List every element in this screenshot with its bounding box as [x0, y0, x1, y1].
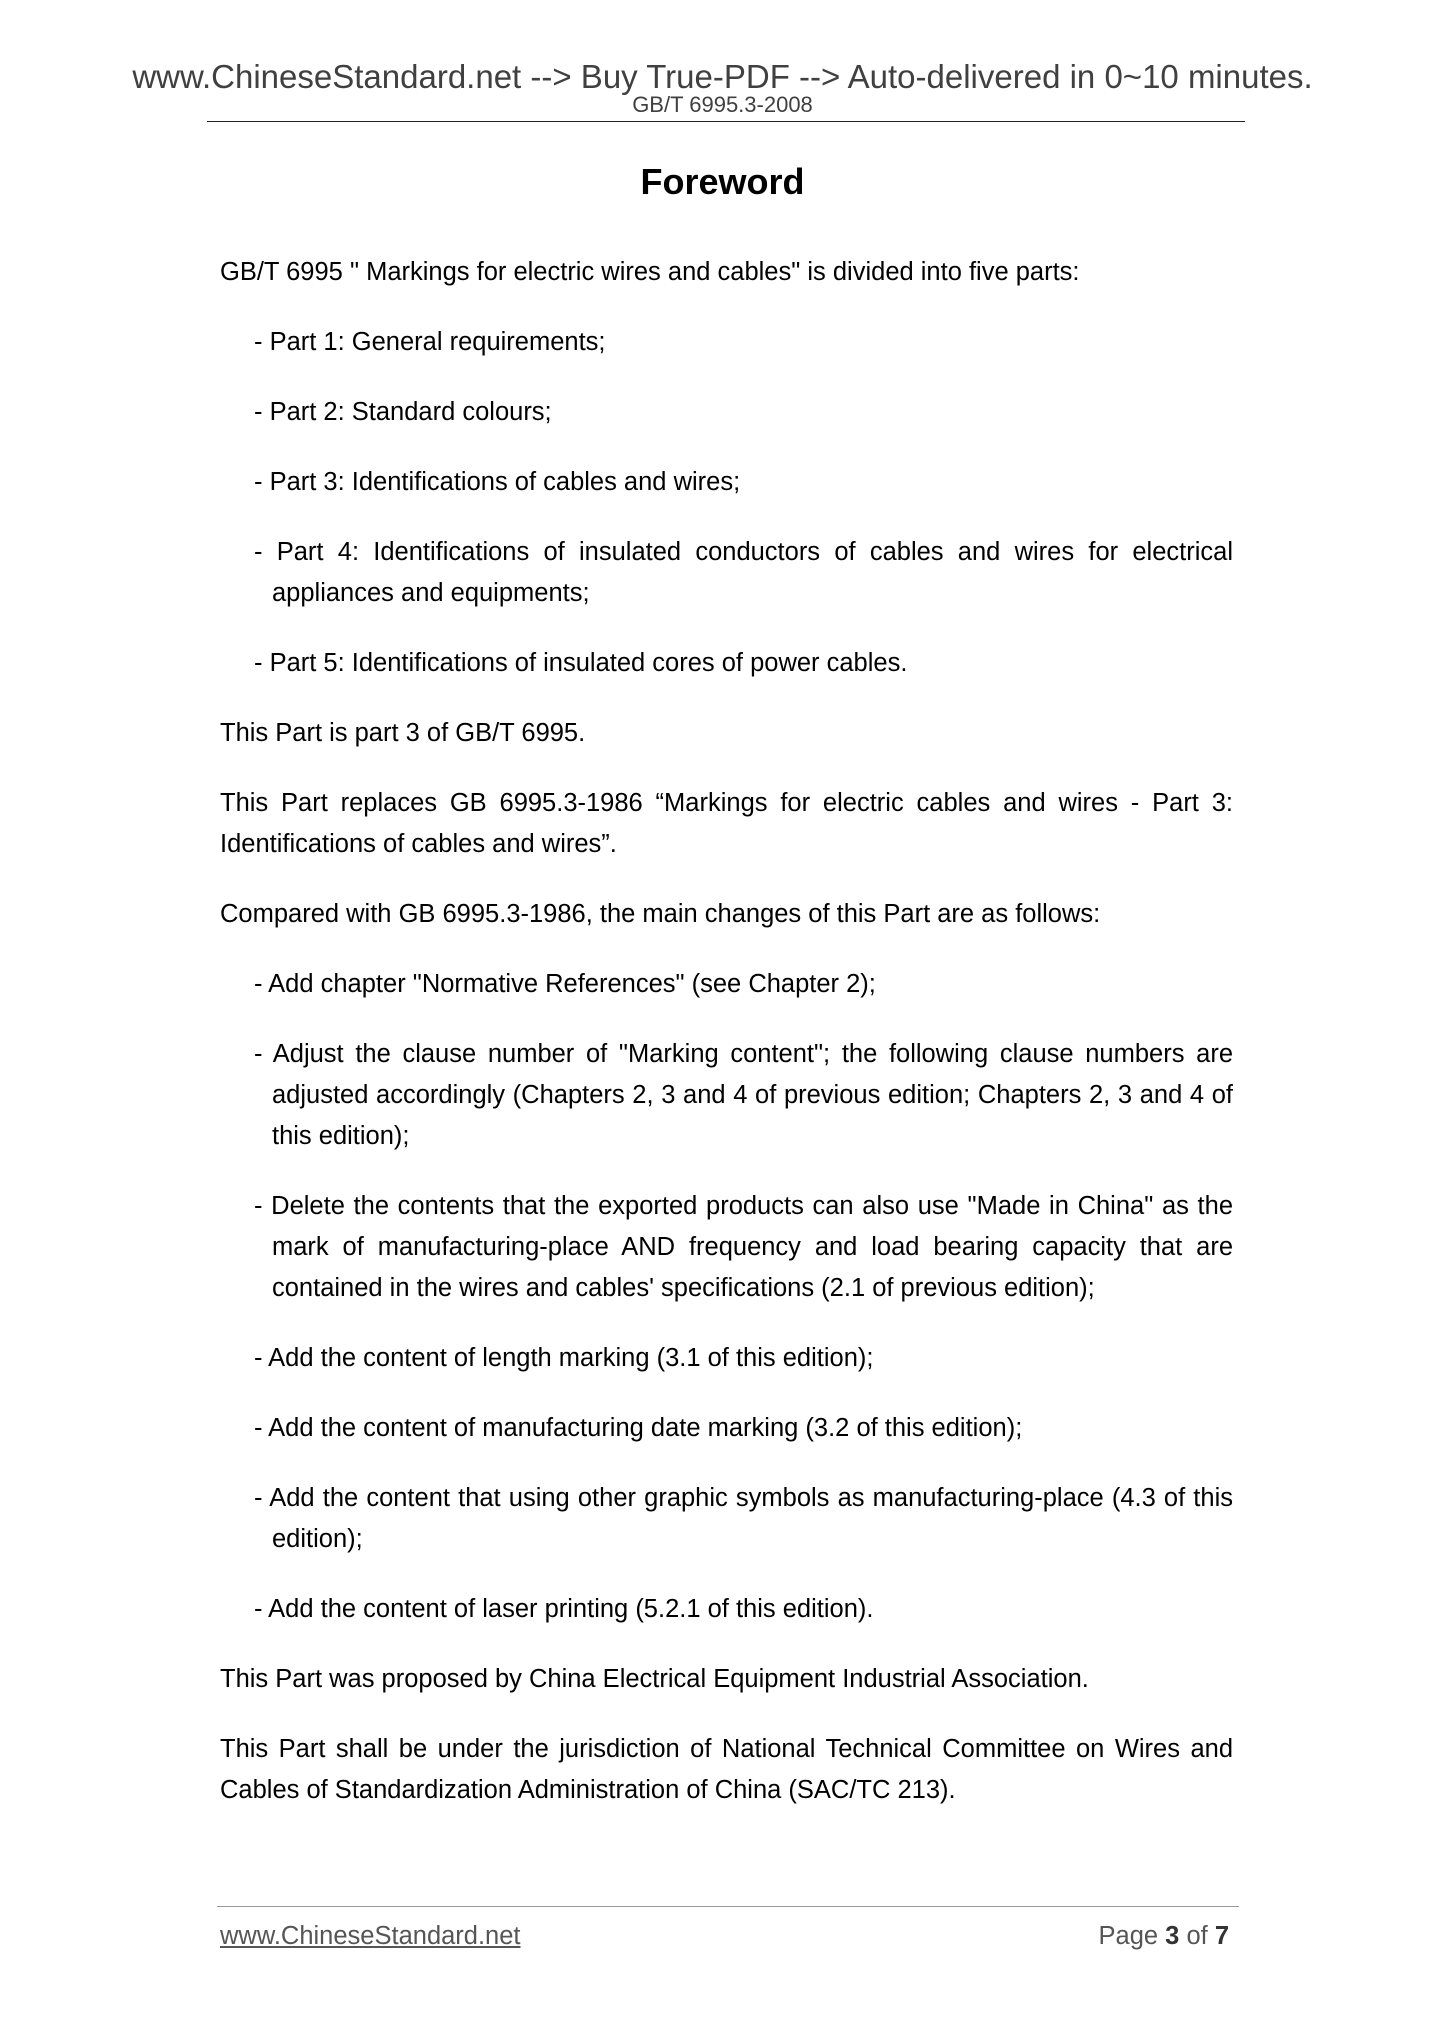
footer-divider: [217, 1906, 1239, 1907]
change-list-item: - Add the content that using other graphic symbols as manufacturing-place (4.3 of this edition);: [254, 1484, 1233, 1553]
page-number: [1099, 1920, 1230, 1952]
change-list-item: - Add chapter "Normative References" (see Chapter 2);: [254, 970, 876, 998]
header-divider: [207, 121, 1245, 122]
change-list-item: - Delete the contents that the exported products can also use "Made in China" as the mark of manufacturing-place AND frequency and load bearing capacity that are contained in the wires and cables' specifications (2.1 of previous edition);: [254, 1192, 1233, 1302]
jurisdiction-paragraph: This Part shall be under the jurisdiction of National Technical Committee on Wires and Cables of Standardization Administration of China (SAC/TC 213).: [220, 1735, 1233, 1804]
changes-intro: Compared with GB 6995.3-1986, the main changes of this Part are as follows:: [220, 900, 1101, 928]
part-list-item: - Part 3: Identifications of cables and wires;: [254, 468, 741, 496]
change-list-item: - Adjust the clause number of "Marking content"; the following clause numbers are adjusted accordingly (Chapters 2, 3 and 4 of previous edition; Chapters 2, 3 and 4 of this edition);: [254, 1040, 1233, 1150]
document-id: GB/T 6995.3-2008: [632, 92, 813, 117]
current-page: 3: [1165, 1922, 1180, 1950]
page-of-label: of: [1186, 1922, 1208, 1950]
part-list-item: - Part 5: Identifications of insulated cores of power cables.: [254, 649, 908, 677]
part-statement: This Part is part 3 of GB/T 6995.: [220, 719, 586, 747]
change-list-item: - Add the content of length marking (3.1 of this edition);: [254, 1344, 874, 1372]
total-pages: 7: [1214, 1922, 1229, 1950]
part-list-item: - Part 2: Standard colours;: [254, 398, 552, 426]
header-banner[interactable]: www.ChineseStandard.net --> Buy True-PDF --> Auto-delivered in 0~10 minutes.: [132, 58, 1313, 95]
page-title: Foreword: [640, 161, 805, 202]
proposed-by-paragraph: This Part was proposed by China Electrical Equipment Industrial Association.: [220, 1665, 1089, 1693]
change-list-item: - Add the content of manufacturing date marking (3.2 of this edition);: [254, 1414, 1023, 1442]
part-list-item: - Part 1: General requirements;: [254, 328, 606, 356]
page-label: Page: [1098, 1922, 1159, 1950]
change-list-item: - Add the content of laser printing (5.2.1 of this edition).: [254, 1595, 874, 1623]
intro-paragraph: GB/T 6995 " Markings for electric wires and cables" is divided into five parts:: [220, 258, 1080, 286]
foreword-body: [220, 252, 1233, 1811]
footer-website-link[interactable]: www.ChineseStandard.net: [220, 1922, 521, 1950]
replaces-paragraph: This Part replaces GB 6995.3-1986 “Markings for electric cables and wires - Part 3: Identifications of cables and wires”.: [220, 789, 1233, 858]
part-list-item: - Part 4: Identifications of insulated conductors of cables and wires for electrical appliances and equipments;: [254, 538, 1233, 607]
